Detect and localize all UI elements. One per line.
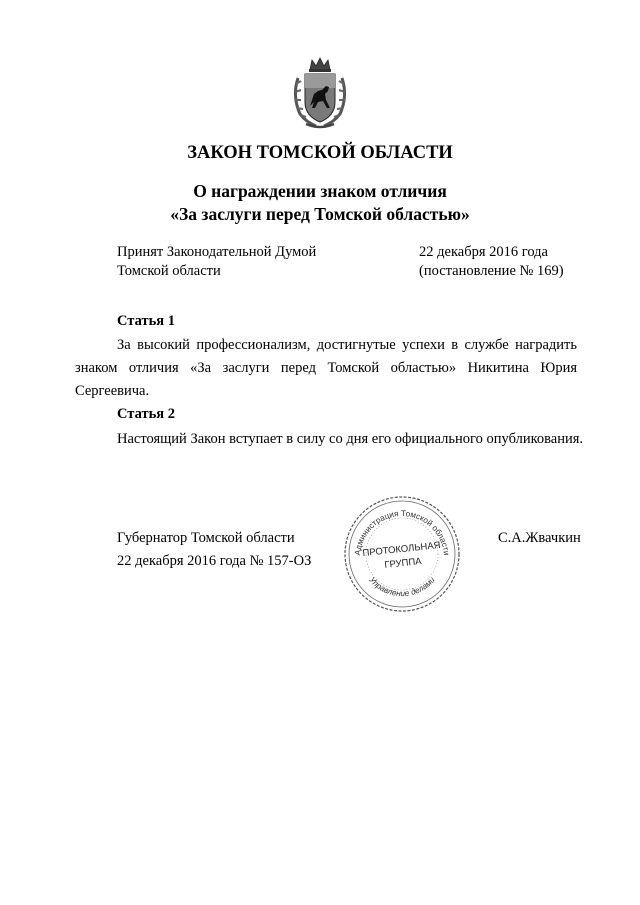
signatory-name: С.А.Жвачкин <box>498 530 581 546</box>
stamp-center-line-2: ГРУППА <box>383 556 423 571</box>
signatory-position: Губернатор Томской области <box>117 530 295 546</box>
article-1-text-line-2: знаком отличия «За заслуги перед Томской областью» Никитина Юрия Сергеевича. <box>75 360 577 399</box>
stamp-ring-bottom-text: Управление делами <box>367 575 437 599</box>
law-subtitle <box>0 180 640 226</box>
adopted-by-line-2: Томской области <box>117 263 221 279</box>
article-2-text: Настоящий Закон вступает в силу со дня его официального опубликования. <box>117 431 584 447</box>
subtitle-line-2: «За заслуги перед Томской областью» <box>170 204 470 224</box>
protocol-group-stamp <box>342 494 462 614</box>
article-2-heading: Статья 2 <box>117 406 175 422</box>
adoption-date: 22 декабря 2016 года <box>419 244 548 260</box>
article-1-text-line-1: За высокий профессионализм, достигнутые успехи в службе наградить <box>117 337 577 353</box>
subtitle-line-1: О награждении знаком отличия <box>193 181 447 201</box>
adoption-date-block <box>419 243 564 281</box>
resolution-number: (постановление № 169) <box>419 263 564 279</box>
adopted-by-block <box>117 243 316 281</box>
adopted-by-line-1: Принят Законодательной Думой <box>117 244 317 260</box>
law-title: ЗАКОН ТОМСКОЙ ОБЛАСТИ <box>187 143 453 163</box>
article-1-heading: Статья 1 <box>117 313 175 329</box>
svg-text:Управление делами <box>367 575 437 599</box>
stamp-ring-top-text: Администрация Томской области <box>353 508 451 556</box>
stamp-center-line-1: ПРОТОКОЛЬНАЯ <box>361 539 442 560</box>
tomsk-region-coat-of-arms-icon <box>288 56 352 132</box>
law-date-number: 22 декабря 2016 года № 157-ОЗ <box>117 553 312 569</box>
